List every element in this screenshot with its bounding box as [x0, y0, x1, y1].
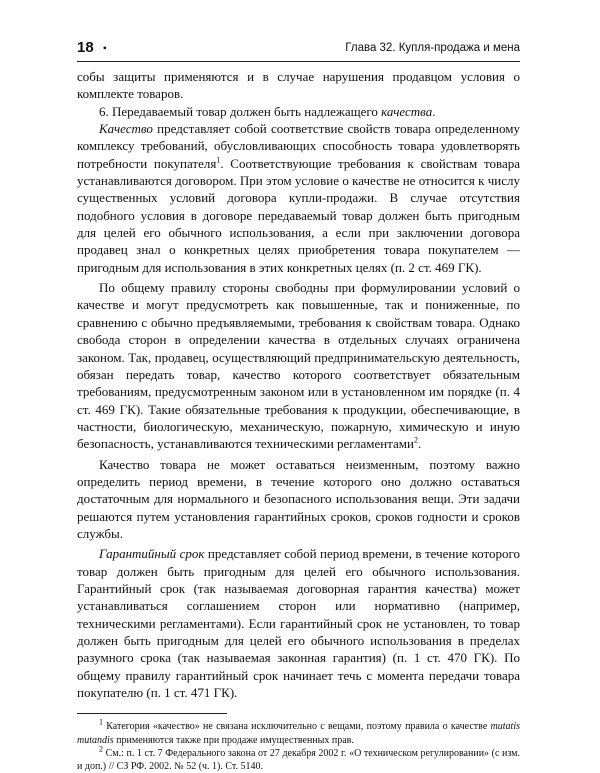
book-page: [77, 38, 520, 773]
footnote-2: [77, 744, 520, 773]
term-quality: качества: [381, 103, 433, 119]
paragraph-4-end: .: [417, 436, 422, 452]
footnote-2-marker: 2: [99, 744, 103, 754]
running-header: [77, 38, 520, 62]
footnote-2-text: См.: п. 1 ст. 7 Федерального закона от 27 декабря 2002 г. «О техническом регулировании» (с изм. и доп.) // СЗ РФ. 2002. № 52 (ч. 1). Ст. 5140.: [77, 747, 520, 772]
chapter-title: Глава 32. Купля-продажа и мена: [345, 42, 520, 54]
paragraph-4-text: По общему правилу стороны свободны при формулировании условий о качестве и могут предусмотреть как повышенные, так и пониженные, по сравнению с обычно предъявляемыми, требования к свойствам товара. Однако свобода сторон в определении качества в отдельных случаях ограничена законом. Так, продавец, осуществляющий предпринимательскую деятельность, обязан передать товар, качество которого соответствует обязательным требованиям, предусмотренным законом или в установленном им порядке (п. 4 ст. 469 ГК). Такие обязательные требования к продукции, обеспечивающие, в частности, биологическую, механическую, пожарную, химическую и иную безопасность, устанавливаются техническими регламентами: [77, 280, 520, 452]
footnote-1-latin: mutatis mutandis: [77, 721, 520, 746]
page-number-group: [77, 39, 107, 57]
paragraph-3-rest: . Соответствующие требования к свойствам товара устанавливаются договором. При этом условие о качестве не относится к числу существенных условий договора купли-продажи. В случае отсутствия подобного условия в договоре передаваемый товар должен быть пригодным для целей его обычного использования, а если при заключении договора продавец знал о конкретных целях приобретения товара покупателем — пригодным для использования в этих конкретных целях (п. 2 ст. 469 ГК).: [77, 155, 520, 275]
term-warranty-period: Гарантийный срок: [99, 546, 205, 562]
paragraph-5: [77, 456, 520, 543]
footnote-1: [77, 720, 520, 746]
paragraph-1: [77, 68, 520, 103]
paragraph-2-end: .: [432, 103, 436, 119]
footnote-ref-2[interactable]: 2: [413, 435, 418, 445]
footnotes: [77, 720, 520, 773]
paragraph-3-text: представляет собой соответствие свойств товара определенному комплексу требований, обусловливающих способность товара удовлетворять потребности покупателя: [77, 121, 520, 171]
footnote-divider: [77, 713, 227, 714]
footnote-1-marker: 1: [99, 718, 103, 728]
footnote-1-text: Категория «качество» не связана исключительно с вещами, поэтому правила о качестве: [103, 721, 491, 733]
footnote-ref-1[interactable]: 1: [216, 155, 221, 165]
paragraph-6-text: представляет собой период времени, в течение которого товар должен быть пригодным для целей его обычного использования. Гарантийный срок (так называемая договорная гарантия качества) может устанавливаться соглашением сторон или нормативно (например, техническими регламентами). Если гарантийный срок не установлен, то товар должен быть пригодным для целей его обычного использования в пределах разумного срока (так называемая законная гарантия) (п. 1 ст. 470 ГК). По общему правилу гарантийный срок начинает течь с момента передачи товара покупателю (п. 1 ст. 471 ГК).: [77, 546, 521, 701]
bullet-icon: •: [102, 41, 107, 55]
paragraph-1-text: собы защиты применяются и в случае нарушения продавцом условия о комплекте товаров.: [77, 69, 520, 102]
footnote-1-rest: применяются также при продаже имущественных прав.: [113, 734, 354, 746]
paragraph-5-text: Качество товара не может оставаться неизменным, поэтому важно определить период времени, в течение которого оно должно оставаться достаточным для нормального и безопасного использования вещи. Эти задачи решаются путем установления гарантийных сроков, сроков годности и сроков службы.: [77, 456, 520, 541]
paragraph-4: [77, 279, 520, 452]
page-number: 18: [77, 39, 94, 56]
paragraph-6: [77, 545, 520, 701]
paragraph-3: [77, 120, 520, 276]
paragraph-2-text: 6. Передаваемый товар должен быть надлежащего: [99, 103, 382, 119]
main-text: [77, 68, 520, 701]
paragraph-2: [77, 103, 520, 120]
term-quality-definition: Качество: [99, 121, 153, 137]
